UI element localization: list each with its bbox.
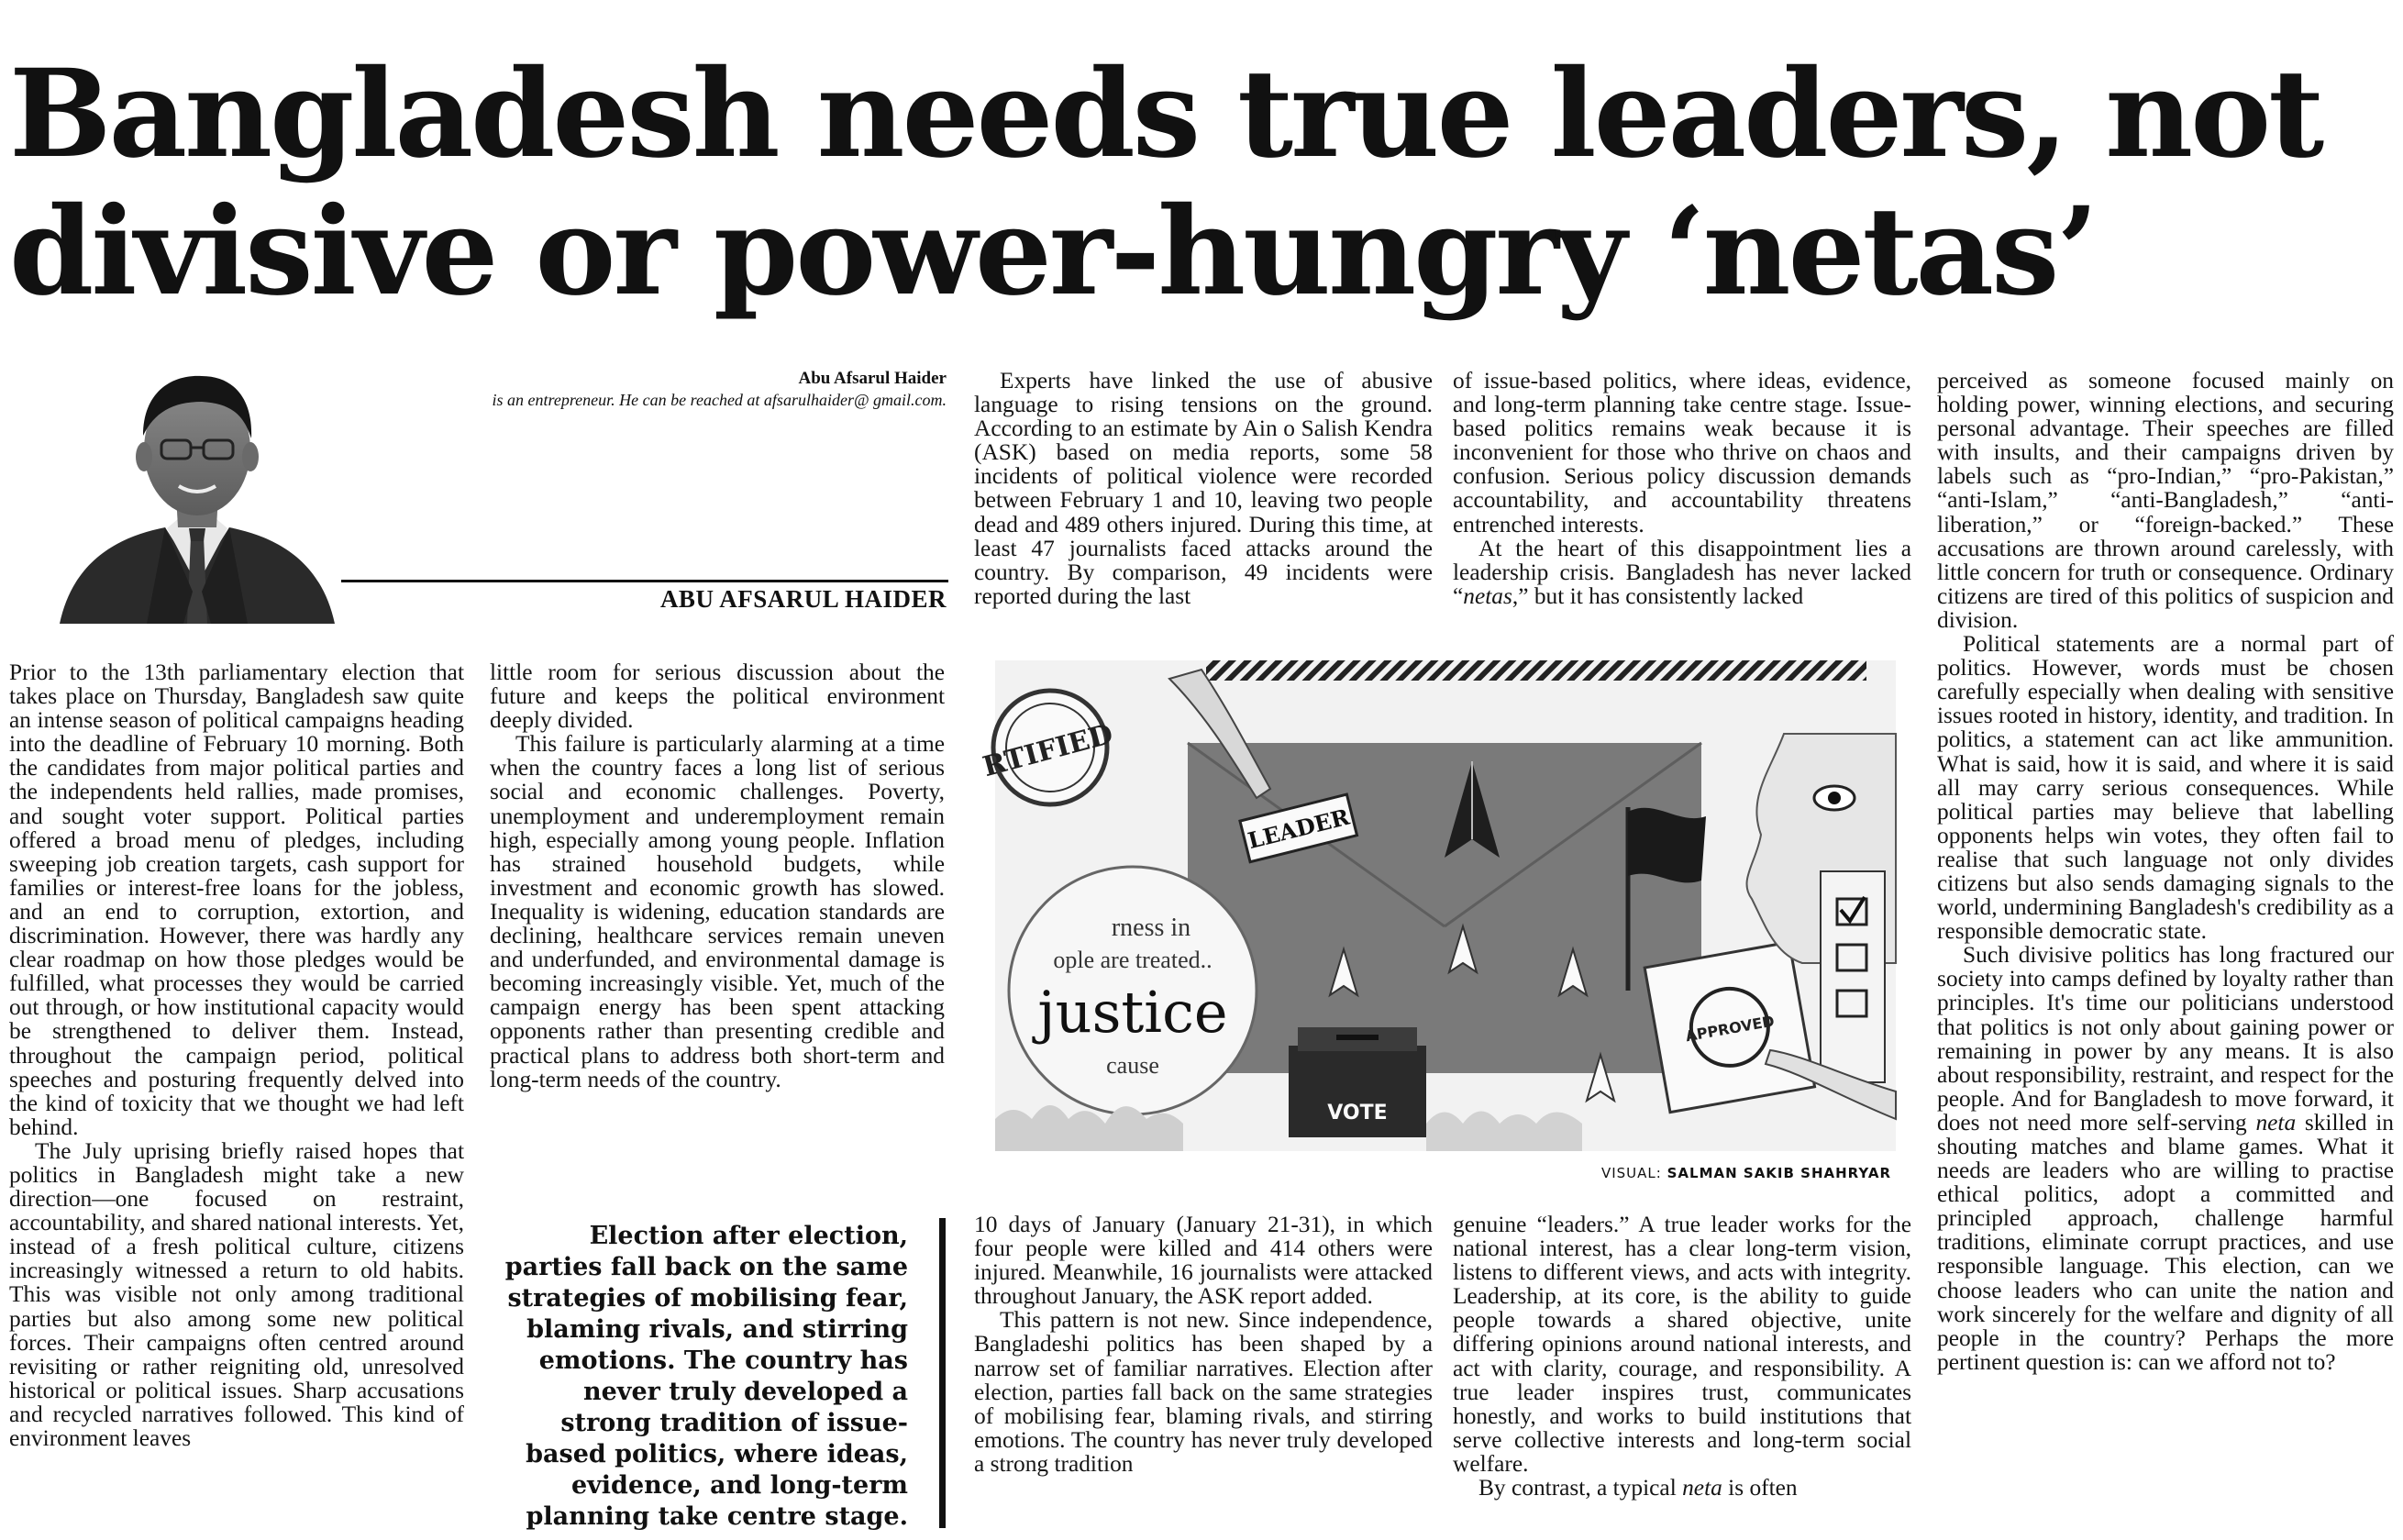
column-2 bbox=[490, 660, 945, 1091]
paragraph: Prior to the 13th parliamentary election that takes place on Thursday, Bangladesh saw quite an intense season of political campaigns heading into the deadline of February 10 morning. Both the candidates from major political parties and the independents held rallies, made promises, and sought voter support. Political parties offered a broad menu of pledges, including sweeping job creation targets, cash support for families or interest-free loans for the jobless, and an end to corruption, extortion, and discrimination. However, there was hardly any clear roadmap on how those pledges would be fulfilled, what processes they would be carried out through, or how institutional capacity would be strengthened to deliver them. Instead, throughout the campaign period, political speeches and posturing frequently delved into the kind of toxicity that we thought we had left behind. bbox=[9, 659, 464, 1140]
author-name: Abu Afsarul Haider bbox=[798, 369, 947, 388]
paper-text: rness in bbox=[1111, 914, 1191, 942]
emphasis: netas bbox=[1463, 582, 1512, 609]
paragraph: genuine “leaders.” A true leader works for the national interest, has a clear long-term vision, listens to different views, and acts with integrity. Leadership, at its core, is the ability to guide people towards a shared objective, unite differing opinions around national interests, and act with clarity, courage, and responsibility. A true leader inspires trust, communicates honestly, and works to build institutions that serve collective interests and long-term social welfare. bbox=[1453, 1212, 1911, 1477]
paragraph: 10 days of January (January 21-31), in which four people were killed and 414 others were injured. Meanwhile, 16 journalists were attacked throughout January, the ASK report added. bbox=[974, 1212, 1433, 1310]
paragraph: Political statements are a normal part of politics. However, words must be chosen carefully especially when dealing with sensitive issues rooted in history, identity, and tradition. In politics, a statement can act like ammunition. What is said, how it is said, and where it is said all may carry serious consequences. While political parties may believe that labelling opponents helps win votes, they often fail to realise that such language not only divides citizens but also sends damaging signals to the world, undermining Bangladesh's credibility as a responsible democratic state. bbox=[1937, 631, 2394, 945]
author-photo bbox=[55, 349, 339, 624]
visual-credit-artist: SALMAN SAKIB SHAHRYAR bbox=[1667, 1165, 1891, 1181]
text-run: At the heart of this disappointment lies a leadership crisis. Bangladesh has never lacked “ bbox=[1453, 535, 1911, 609]
paragraph: little room for serious discussion about the future and keeps the political environment deeply divided. bbox=[490, 659, 945, 734]
paper-text: ople are treated.. bbox=[1053, 947, 1213, 973]
byline-divider bbox=[341, 580, 948, 582]
paragraph bbox=[1453, 1476, 1911, 1500]
emphasis: neta bbox=[1682, 1475, 1722, 1501]
column-3-bottom bbox=[974, 1213, 1433, 1476]
stamp-text: RTIFIED bbox=[980, 717, 1117, 784]
text-run: skilled in shouting matches and blame games. What it needs are leaders who are willing to practise ethical politics, adopt a committed and principled approach, challenge harmful traditions, eliminate corrupt practices, and use responsible language. This election, can we choose leaders who can unite the nation and work sincerely for the welfare and dignity of all people in the country? Perhaps the more pertinent question is: can we afford not to? bbox=[1937, 1109, 2395, 1375]
leader-sign-text: LEADER bbox=[1245, 803, 1353, 855]
paragraph: of issue-based politics, where ideas, evidence, and long-term planning take centre stage. Issue-based politics remains weak because it is inconvenient for those who thrive on chaos and confusion. Serious policy discussion demands accountability, and accountability threatens entrenched interests. bbox=[1453, 368, 1911, 537]
paragraph bbox=[1453, 537, 1911, 608]
byline: ABU AFSARUL HAIDER bbox=[659, 585, 947, 613]
paper-text: cause bbox=[1106, 1052, 1159, 1079]
text-run: ,” but it has consistently lacked bbox=[1512, 582, 1804, 609]
pull-quote-bar bbox=[939, 1218, 946, 1528]
column-4-top bbox=[1453, 369, 1911, 608]
justice-paper bbox=[1009, 867, 1257, 1114]
visual-credit bbox=[1376, 1165, 1891, 1181]
column-1 bbox=[9, 660, 464, 1450]
paragraph: Experts have linked the use of abusive language to rising tensions on the ground. According to an estimate by Ain o Salish Kendra (ASK) based on media reports, some 58 incidents of political violence were recorded between February 1 and 10, leaving two people dead and 489 others injured. During this time, at least 47 journalists faced attacks around the country. By comparison, 49 incidents were reported during the last bbox=[974, 368, 1433, 609]
text-run: is often bbox=[1722, 1475, 1798, 1501]
editorial-illustration bbox=[980, 660, 1896, 1151]
text-run: Such divisive politics has long fractured our society into camps defined by loyalty rather than principles. It's time our politicians understood that politics is not only about gaining power or remaining in power by any means. It is also about responsibility, restraint, and respect for the people. And for Bangladesh to move forward, it does not need more self-serving bbox=[1937, 942, 2394, 1136]
approved-stamp-text: APPROVED bbox=[1684, 1012, 1776, 1046]
visual-credit-label: VISUAL: bbox=[1600, 1165, 1662, 1181]
column-4-bottom bbox=[1453, 1213, 1911, 1500]
paragraph: This failure is particularly alarming at a time when the country faces a long list of serious social and economic challenges. Poverty, unemployment and underemployment remain high, especially among young people. Inflation has strained household budgets, while investment and economic growth has slowed. Inequality is widening, education standards are declining, healthcare services remain uneven and underfunded, and environmental damage is becoming increasingly visible. Yet, much of the campaign energy has been spent attacking opponents rather than presenting credible and practical plans to address both short-term and long-term needs of the country. bbox=[490, 731, 945, 1092]
column-5 bbox=[1937, 369, 2394, 1374]
paragraph: The July uprising briefly raised hopes that politics in Bangladesh might take a new direction—one focused on restraint, accountability, and shared national interests. Yet, instead of a fresh political culture, citizens increasingly witnessed a return to old habits. This was visible not only among traditional parties but also among some new political forces. Their campaigns often centred around revisiting or rather reigniting old, unresolved historical or political issues. Sharp accusations and recycled narratives followed. This kind of environment leaves bbox=[9, 1137, 464, 1451]
headline-line-2: divisive or power-hungry ‘netas’ bbox=[9, 181, 2097, 323]
paragraph: perceived as someone focused mainly on holding power, winning elections, and securing personal advantage. Their speeches are filled with insults, and their campaigns driven by labels such as “pro-Indian,” “pro-Pakistan,” “anti-Islam,” “anti-Bangladesh,” “anti-liberation,” or “foreign-backed.” These accusations are thrown around carelessly, with little concern for truth or consequence. Ordinary citizens are tired of this politics of suspicion and division. bbox=[1937, 368, 2394, 633]
checkbox-ballot bbox=[1821, 871, 1885, 1082]
paragraph bbox=[1937, 943, 2394, 1374]
column-3-top bbox=[974, 369, 1433, 608]
headline bbox=[9, 43, 2394, 323]
text-run: By contrast, a typical bbox=[1478, 1475, 1683, 1501]
justice-word: justice bbox=[1037, 979, 1228, 1046]
approved-document bbox=[1644, 942, 1814, 1112]
headline-line-1: Bangladesh needs true leaders, not bbox=[9, 43, 2322, 185]
emphasis: neta bbox=[2255, 1109, 2297, 1136]
ballot-label: VOTE bbox=[1327, 1102, 1388, 1125]
ballot-box bbox=[1289, 1027, 1426, 1137]
stripe-border bbox=[1206, 660, 1866, 681]
pull-quote: Election after election, parties fall back on the same strategies of mobilising fear, blaming rivals, and stirring emotions. The country has never truly developed a strong tradition of issue-based politics, where ideas, evidence, and long-term planning take centre stage. bbox=[504, 1222, 908, 1531]
author-bio: is an entrepreneur. He can be reached at afsarulhaider@ gmail.com. bbox=[492, 391, 947, 409]
paragraph: This pattern is not new. Since independence, Bangladeshi politics has been shaped by a narrow set of familiar narratives. Election after election, parties fall back on the same strategies of mobilising fear, blaming rivals, and stirring emotions. The country has never truly developed a strong tradition bbox=[974, 1307, 1433, 1477]
